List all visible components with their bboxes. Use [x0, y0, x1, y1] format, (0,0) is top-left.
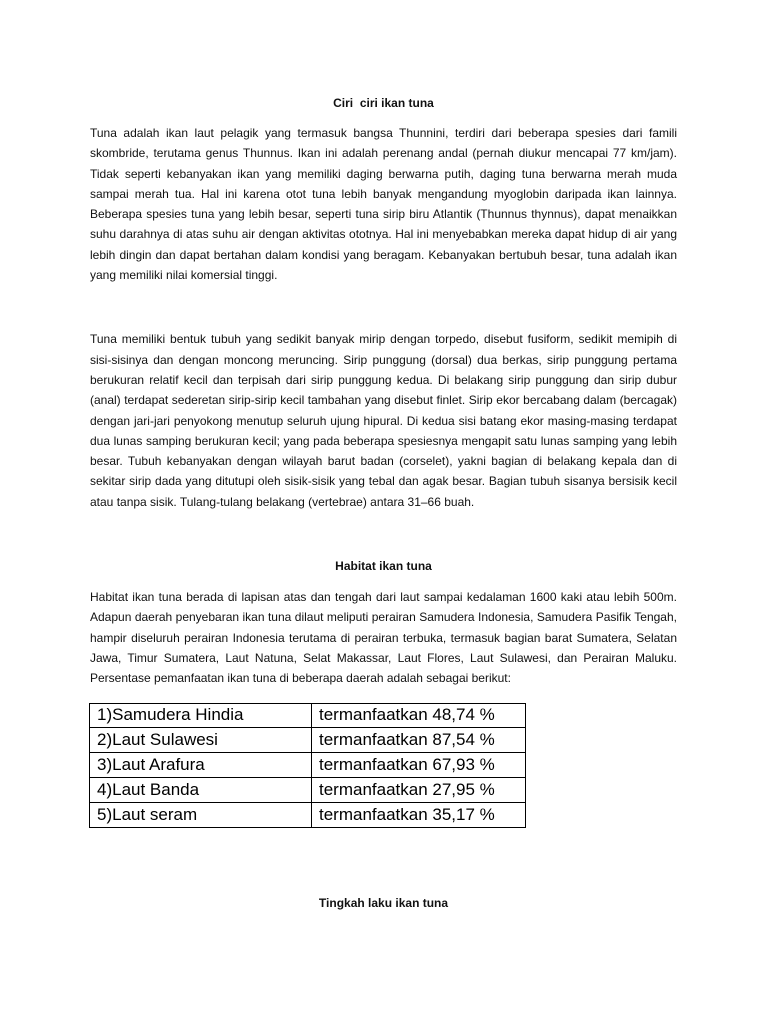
utilization-cell: termanfaatkan 48,74 % — [312, 703, 526, 728]
utilization-cell: termanfaatkan 27,95 % — [312, 777, 526, 802]
habitat-heading: Habitat ikan tuna — [335, 559, 432, 574]
habitat-paragraph: Habitat ikan tuna berada di lapisan atas dan tengah dari laut sampai kedalaman 1600 kaki atau lebih 500m. Adapun daerah penyebaran ikan tuna dilaut meliputi perairan Samudera Indonesia, Samudera Pasifik Tengah, hampir diseluruh perairan Indonesia terutama di perairan terbuka, termasuk bagian barat Sumatera, Selatan Jawa, Timur Sumatera, Laut Natuna, Selat Makassar, Laut Flores, Laut Sulawesi, dan Perairan Maluku. Persentase pemanfaatan ikan tuna di beberapa daerah adalah sebagai berikut: — [90, 590, 677, 686]
region-cell: 3)Laut Arafura — [90, 753, 312, 778]
habitat-utilization-table — [89, 703, 526, 828]
intro-paragraph: Tuna adalah ikan laut pelagik yang termasuk bangsa Thunnini, terdiri dari beberapa spesies dari famili skombride, terutama genus Thunnus. Ikan ini adalah perenang andal (pernah diukur mencapai 77 km/jam). Tidak seperti kebanyakan ikan yang memiliki daging berwarna putih, daging tuna berwarna merah muda sampai merah tua. Hal ini karena otot tuna lebih banyak mengandung myoglobin daripada ikan lainnya. Beberapa spesies tuna yang lebih besar, seperti tuna sirip biru Atlantik (Thunnus thynnus), dapat menaikkan suhu darahnya di atas suhu air dengan aktivitas ototnya. Hal ini menyebabkan mereka dapat hidup di air yang lebih dingin dan dapat bertahan dalam kondisi yang beragam. Kebanyakan bertubuh besar, tuna adalah ikan yang memiliki nilai komersial tinggi. — [90, 126, 677, 283]
utilization-cell: termanfaatkan 87,54 % — [312, 728, 526, 753]
table-row — [90, 703, 526, 728]
utilization-cell: termanfaatkan 67,93 % — [312, 753, 526, 778]
region-cell: 5)Laut seram — [90, 802, 312, 827]
region-cell: 4)Laut Banda — [90, 777, 312, 802]
table-row — [90, 777, 526, 802]
body-shape-paragraph: Tuna memiliki bentuk tubuh yang sedikit banyak mirip dengan torpedo, disebut fusiform, sedikit memipih di sisi-sisinya dan dengan moncong meruncing. Sirip punggung (dorsal) dua berkas, sirip punggung pertama berukuran relatif kecil dan terpisah dari sirip punggung kedua. Di belakang sirip punggung dan sirip dubur (anal) terdapat sederetan sirip-sirip kecil tambahan yang disebut finlet. Sirip ekor bercabang dalam (bercagak) dengan jari-jari penyokong menutup seluruh ujung hipural. Di kedua sisi batang ekor masing-masing terdapat dua lunas samping berukuran kecil; yang pada beberapa spesiesnya mengapit satu lunas samping yang lebih besar. Tubuh kebanyakan dengan wilayah barut badan (corselet), yakni bagian di belakang kepala dan di sekitar sirip dada yang ditutupi oleh sisik-sisik yang tebal dan agak besar. Bagian tubuh sisanya bersisik kecil atau tanpa sisik. Tulang-tulang belakang (vertebrae) antara 31–66 buah. — [90, 332, 677, 509]
table-row — [90, 753, 526, 778]
document-title: Ciri ciri ikan tuna — [333, 96, 434, 110]
region-cell: 1)Samudera Hindia — [90, 703, 312, 728]
utilization-cell: termanfaatkan 35,17 % — [312, 802, 526, 827]
region-cell: 2)Laut Sulawesi — [90, 728, 312, 753]
table-row — [90, 802, 526, 827]
behavior-heading: Tingkah laku ikan tuna — [318, 895, 449, 910]
table-row — [90, 728, 526, 753]
habitat-table-container — [89, 703, 525, 828]
